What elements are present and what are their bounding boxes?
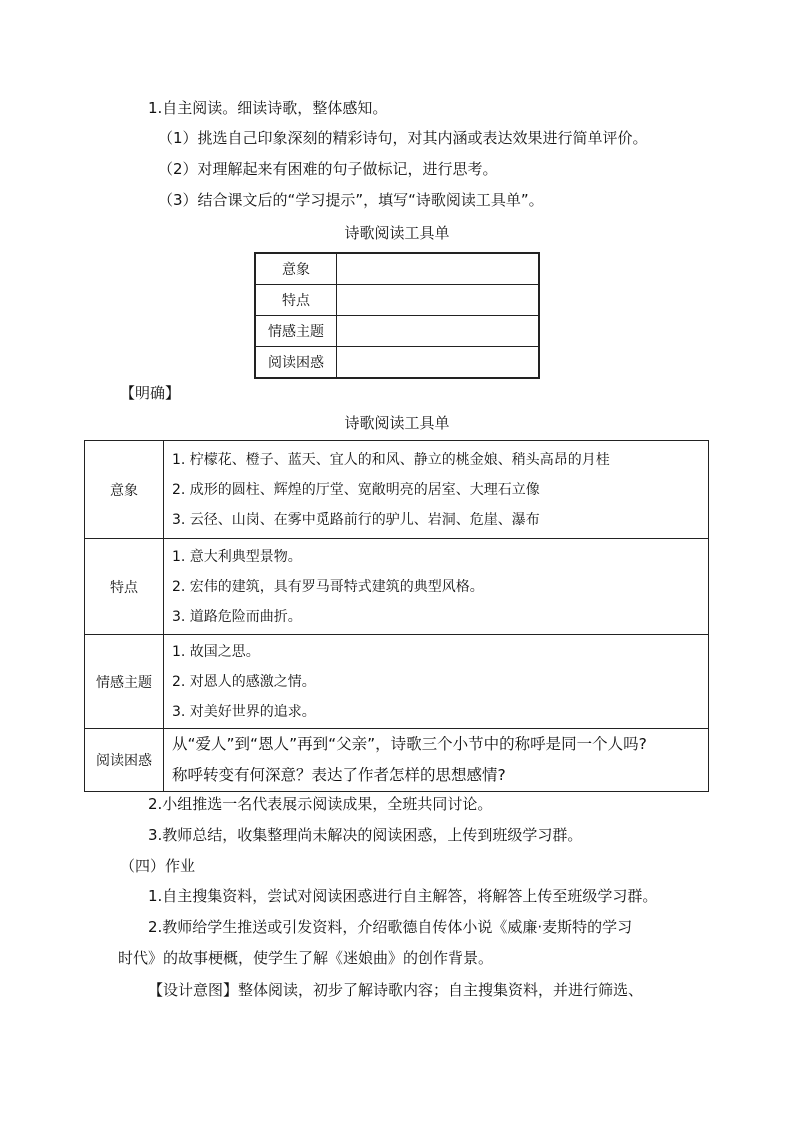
table-row [255,316,539,347]
table-row [85,635,709,729]
list-item: 从“爱人”到“恩人”再到“父亲”，诗歌三个小节中的称呼是同一个人吗? [172,735,647,753]
row-content [164,729,709,792]
empty-cell [337,347,540,379]
step-1: 1.自主阅读。细读诗歌，整体感知。 [148,99,388,117]
sub-step-1: （1）挑选自己印象深刻的精彩诗句，对其内涵或表达效果进行简单评价。 [158,129,648,147]
homework-1: 1.自主搜集资料，尝试对阅读困惑进行自主解答，将解答上传至班级学习群。 [148,887,658,905]
row-header: 意象 [255,253,337,285]
empty-cell [337,285,540,316]
answer-label: 【明确】 [120,384,181,402]
list-item: 2. 宏伟的建筑，具有罗马哥特式建筑的典型风格。 [172,578,484,595]
list-item: 1. 柠檬花、橙子、蓝天、宜人的和风、静立的桃金娘、稍头高昂的月桂 [172,451,610,468]
list-item: 2. 成形的圆柱、辉煌的厅堂、宽敞明亮的居室、大理石立像 [172,481,540,498]
row-header: 特点 [85,539,164,635]
table-row [255,285,539,316]
table-row [85,539,709,635]
row-header: 阅读困惑 [85,729,164,792]
row-header: 特点 [255,285,337,316]
homework-2-continued: 时代》的故事梗概，使学生了解《迷娘曲》的创作背景。 [118,949,494,967]
answer-table-title: 诗歌阅读工具单 [344,414,450,432]
row-header: 阅读困惑 [255,347,337,379]
blank-worksheet-table [254,252,540,379]
empty-cell [337,253,540,285]
design-intent: 【设计意图】整体阅读，初步了解诗歌内容；自主搜集资料，并进行筛选、 [148,981,644,999]
list-item: 1. 意大利典型景物。 [172,548,302,565]
blank-table-title: 诗歌阅读工具单 [344,224,450,242]
row-header: 情感主题 [85,635,164,729]
list-item: 1. 故国之思。 [172,643,260,660]
table-row [85,729,709,792]
row-header: 情感主题 [255,316,337,347]
list-item: 2. 对恩人的感激之情。 [172,673,316,690]
table-row [255,347,539,379]
list-item: 3. 道路危险而曲折。 [172,608,302,625]
sub-step-2: （2）对理解起来有困难的句子做标记，进行思考。 [158,160,498,178]
empty-cell [337,316,540,347]
table-row [255,253,539,285]
sub-step-3: （3）结合课文后的“学习提示”，填写“诗歌阅读工具单”。 [158,191,544,209]
row-content [164,441,709,539]
answer-worksheet-table [84,440,709,792]
row-header: 意象 [85,441,164,539]
list-item: 称呼转变有何深意？表达了作者怎样的思想感情? [172,766,506,784]
row-content [164,635,709,729]
step-3: 3.教师总结，收集整理尚未解决的阅读困惑，上传到班级学习群。 [148,826,583,844]
section-heading: （四）作业 [120,857,196,875]
list-item: 3. 对美好世界的追求。 [172,703,316,720]
row-content [164,539,709,635]
table-row [85,441,709,539]
step-2: 2.小组推选一名代表展示阅读成果，全班共同讨论。 [148,795,493,813]
list-item: 3. 云径、山岗、在雾中觅路前行的驴儿、岩洞、危崖、瀑布 [172,511,540,528]
homework-2: 2.教师给学生推送或引发资料，介绍歌德自传体小说《威廉·麦斯特的学习 [148,918,633,936]
